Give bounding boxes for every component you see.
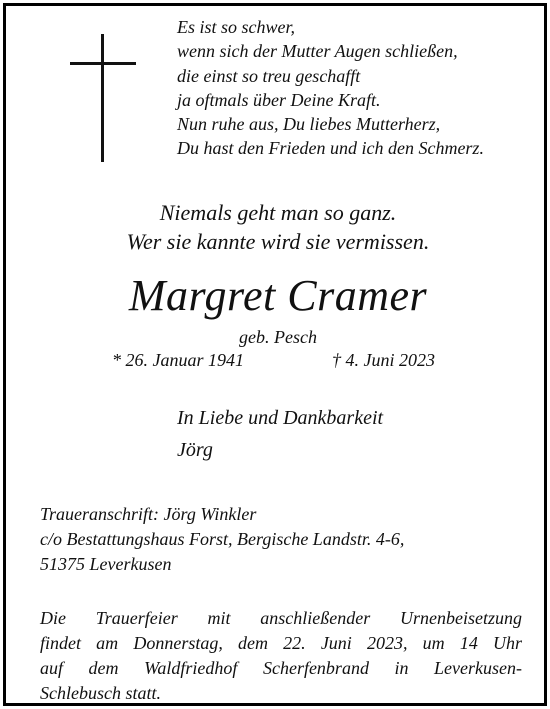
maiden-name: geb. Pesch [239,327,317,347]
service-line: Schlebusch statt. [40,683,161,703]
poem-line: ja oftmals über Deine Kraft. [177,89,381,110]
birth-date: * 26. Januar 1941 [112,350,244,370]
service-line: auf dem Waldfriedhof Scherfenbrand in Leverkusen- [40,658,522,678]
address-line: Traueranschrift: Jörg Winkler [40,504,257,524]
service-line: Die Trauerfeier mit anschließender Urnenbeisetzung [40,608,522,628]
poem-line: Du hast den Frieden und ich den Schmerz. [177,138,484,159]
funeral-service-notice [40,606,522,706]
deceased-name: Margret Cramer [128,271,428,320]
motto [6,198,550,256]
poem-line: die einst so treu geschafft [177,65,361,86]
poem-line: Es ist so schwer, [177,17,296,37]
thanks-line: In Liebe und Dankbarkeit [177,407,384,429]
motto-line: Niemals geht man so ganz. [159,200,397,225]
mourners [177,402,383,466]
obituary-frame [3,3,547,706]
death-date: † 4. Juni 2023 [332,350,435,370]
address-line: 51375 Leverkusen [40,554,172,574]
address-line: c/o Bestattungshaus Forst, Bergische Landstr. 4-6, [40,529,405,549]
poem-line: wenn sich der Mutter Augen schließen, [177,41,458,62]
poem [177,15,484,161]
service-line: findet am Donnerstag, dem 22. Juni 2023, um 14 Uhr [40,633,522,653]
poem-line: Nun ruhe aus, Du liebes Mutterherz, [177,114,441,135]
mourner-name: Jörg [177,439,213,461]
motto-line: Wer sie kannte wird sie vermissen. [126,229,430,254]
mourning-address [40,502,404,577]
cross-icon [70,34,136,162]
